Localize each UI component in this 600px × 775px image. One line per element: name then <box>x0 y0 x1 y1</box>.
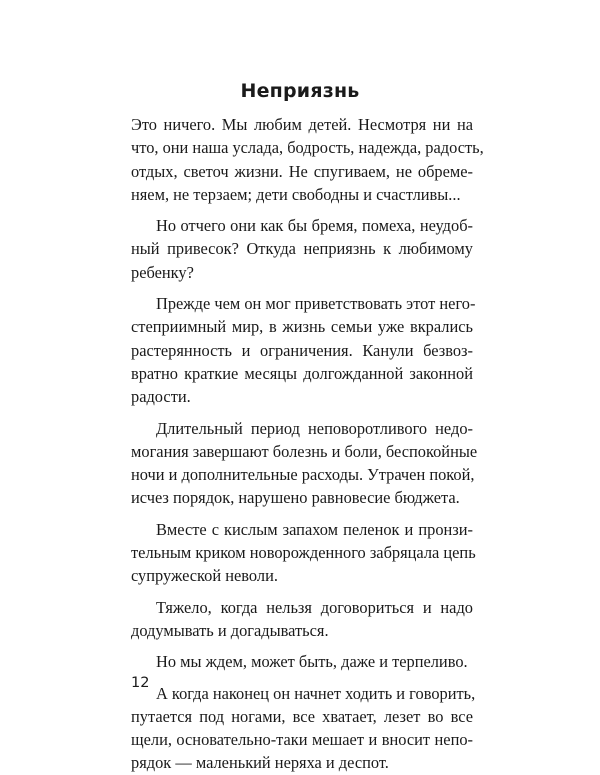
text-line: тельным криком новорожденного забряцала цепь <box>131 543 476 563</box>
text-line: А когда наконец он начнет ходить и говорить, <box>156 683 476 703</box>
text-line: супружеской неволи. <box>131 566 278 586</box>
paragraph <box>131 417 478 510</box>
text-line: щели, основательно-таки мешает и вносит непо- <box>131 730 473 750</box>
text-line: радости. <box>131 387 191 407</box>
text-line: растерянность и ограничения. Канули безвоз- <box>131 340 473 360</box>
text-line: Вместе с кислым запахом пеленок и пронзи- <box>156 519 473 539</box>
text-line: исчез порядок, нарушено равновесие бюджета. <box>131 488 460 508</box>
text-line: Это ничего. Мы любим детей. Несмотря ни на <box>131 115 473 134</box>
paragraph <box>131 682 476 775</box>
text-line: вратно краткие месяцы долгожданной законной <box>131 363 473 383</box>
text-line: няем, не терзаем; дети свободны и счастливы... <box>131 184 461 204</box>
text-line: могания завершают болезнь и боли, беспокойные <box>131 441 478 461</box>
paragraph <box>131 650 473 673</box>
paragraph <box>131 113 484 206</box>
text-line: Но отчего они как бы бремя, помеха, неудоб- <box>156 216 473 236</box>
page-number: 12 <box>131 675 150 691</box>
text-line: что, они наша услада, бодрость, надежда, радость, <box>131 138 484 158</box>
text-line: путается под ногами, все хватает, лезет во все <box>131 706 473 726</box>
text-line: ночи и дополнительные расходы. Утрачен покой, <box>131 465 475 485</box>
text-line: ный привесок? Откуда неприязнь к любимому <box>131 239 473 259</box>
text-line: Тяжело, когда нельзя договориться и надо <box>156 597 473 617</box>
paragraph <box>131 596 473 643</box>
text-line: Длительный период неповоротливого недо- <box>156 418 473 438</box>
paragraph <box>131 518 476 588</box>
text-line: додумывать и догадываться. <box>131 620 329 640</box>
text-line: отдых, светоч жизни. Не спугиваем, не обреме- <box>131 161 473 181</box>
text-line: ребенку? <box>131 262 194 282</box>
text-line: Но мы ждем, может быть, даже и терпеливо. <box>156 652 468 672</box>
paragraph <box>131 292 476 408</box>
text-line: степриимный мир, в жизнь семьи уже вкрались <box>131 317 473 337</box>
body-text <box>131 113 484 775</box>
paragraph <box>131 214 473 284</box>
text-line: рядок — маленький неряха и деспот. <box>131 753 389 773</box>
text-line: Прежде чем он мог приветствовать этот него- <box>156 294 476 314</box>
chapter-title: Неприязнь <box>240 80 360 102</box>
